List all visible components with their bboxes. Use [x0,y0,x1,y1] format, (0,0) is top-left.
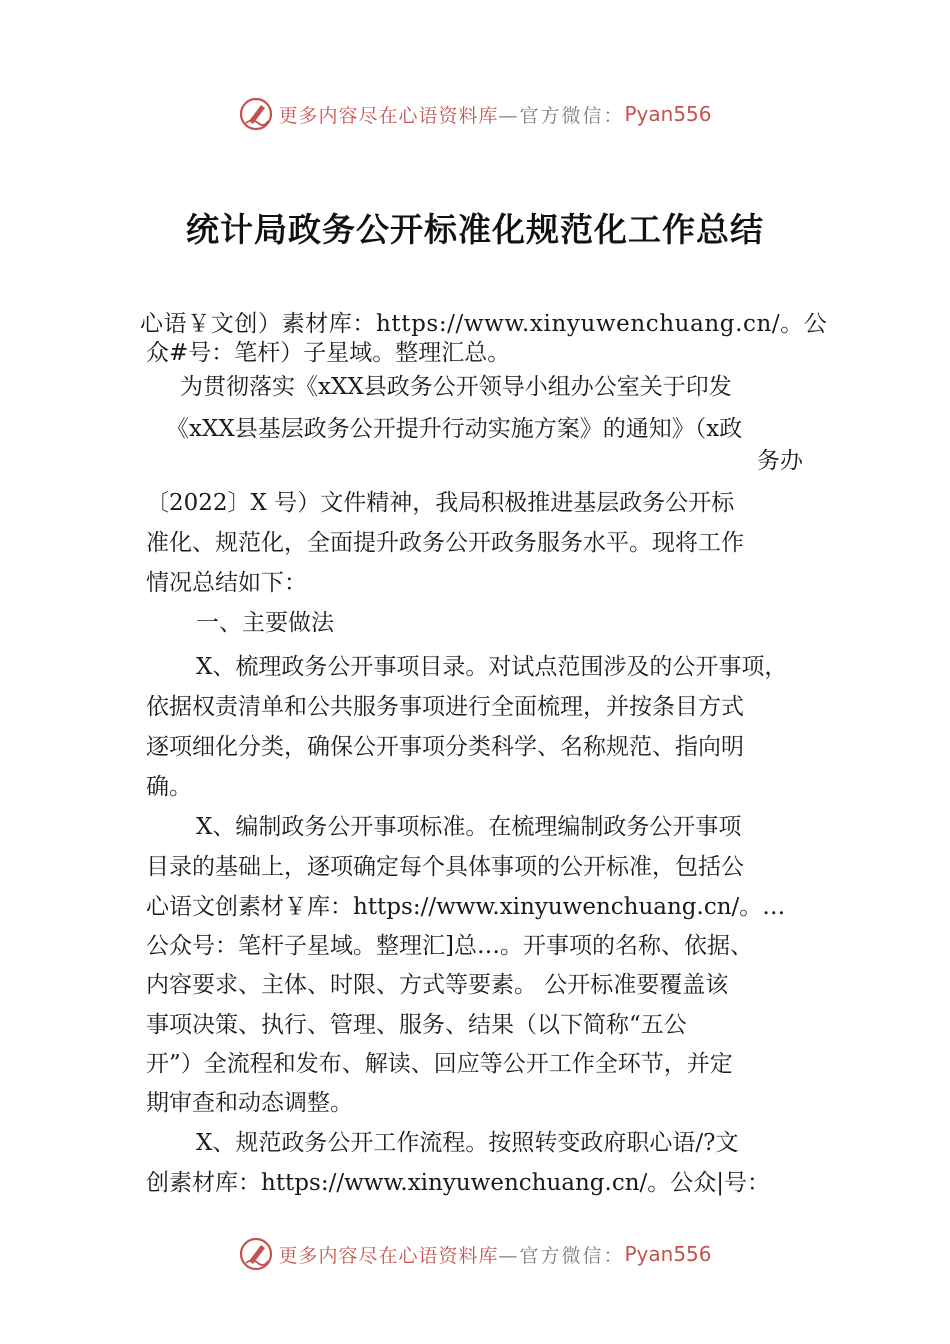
body-line: 情况总结如下： [146,570,307,596]
document-title: 统计局政务公开标准化规范化工作总结 [186,210,764,249]
pen-logo-icon [238,1236,274,1272]
body-line: 《xXX县基层政务公开提升行动实施方案》的通知》（x政 [166,416,743,442]
body-line: 务办 [757,448,803,474]
body-line: 开”）全流程和发布、解读、回应等公开工作全环节，并定 [146,1051,733,1077]
body-line: 众#号：笔杆）子星域。整理汇总。 [146,340,511,366]
body-line: 期审查和动态调整。 [146,1090,353,1116]
body-line: X、编制政务公开事项标准。在梳理编制政务公开事项 [196,814,742,840]
body-line: 心语￥文创）素材库：https://www.xinyuwenchuang.cn/。公 [140,311,828,337]
watermark-id-text: Pyan556 [624,102,712,126]
body-line: 公众号：笔杆子星域。整理汇]总…。开事项的名称、依据、 [146,933,753,959]
watermark-id-text: Pyan556 [624,1242,712,1266]
body-line: 准化、规范化，全面提升政务公开政务服务水平。现将工作 [146,530,744,556]
pen-logo-icon [238,96,274,132]
body-line: 创素材库：https://www.xinyuwenchuang.cn/。公众|号： [146,1170,771,1196]
body-line: X、规范政务公开工作流程。按照转变政府职心语/?文 [196,1130,739,1156]
body-line: 确。 [146,774,192,800]
body-line: 〔2022〕X 号）文件精神，我局积极推进基层政务公开标 [146,490,735,516]
body-line: 事项决策、执行、管理、服务、结果（以下简称“五公 [146,1012,687,1038]
body-line: 心语文创素材￥库：https://www.xinyuwenchuang.cn/。… [146,894,786,920]
watermark-banner-bottom [0,1234,950,1274]
watermark-main-text: 更多内容尽在心语资料库 [278,104,499,127]
watermark-dash-text: —官方微信： [498,104,625,127]
body-line: 为贯彻落实《xXX县政务公开领导小组办公室关于印发 [180,374,732,400]
section-heading: 一、主要做法 [196,610,334,636]
watermark-banner-top [0,94,950,134]
watermark-main-text: 更多内容尽在心语资料库 [278,1244,499,1267]
body-line: 内容要求、主体、时限、方式等要素。 公开标准要覆盖该 [146,972,729,998]
body-line: X、梳理政务公开事项目录。对试点范围涉及的公开事项， [196,654,788,680]
body-line: 逐项细化分类，确保公开事项分类科学、名称规范、指向明 [146,734,744,760]
body-line: 目录的基础上，逐项确定每个具体事项的公开标准，包括公 [146,854,744,880]
watermark-dash-text: —官方微信： [498,1244,625,1267]
body-line: 依据权责清单和公共服务事项进行全面梳理，并按条目方式 [146,694,744,720]
